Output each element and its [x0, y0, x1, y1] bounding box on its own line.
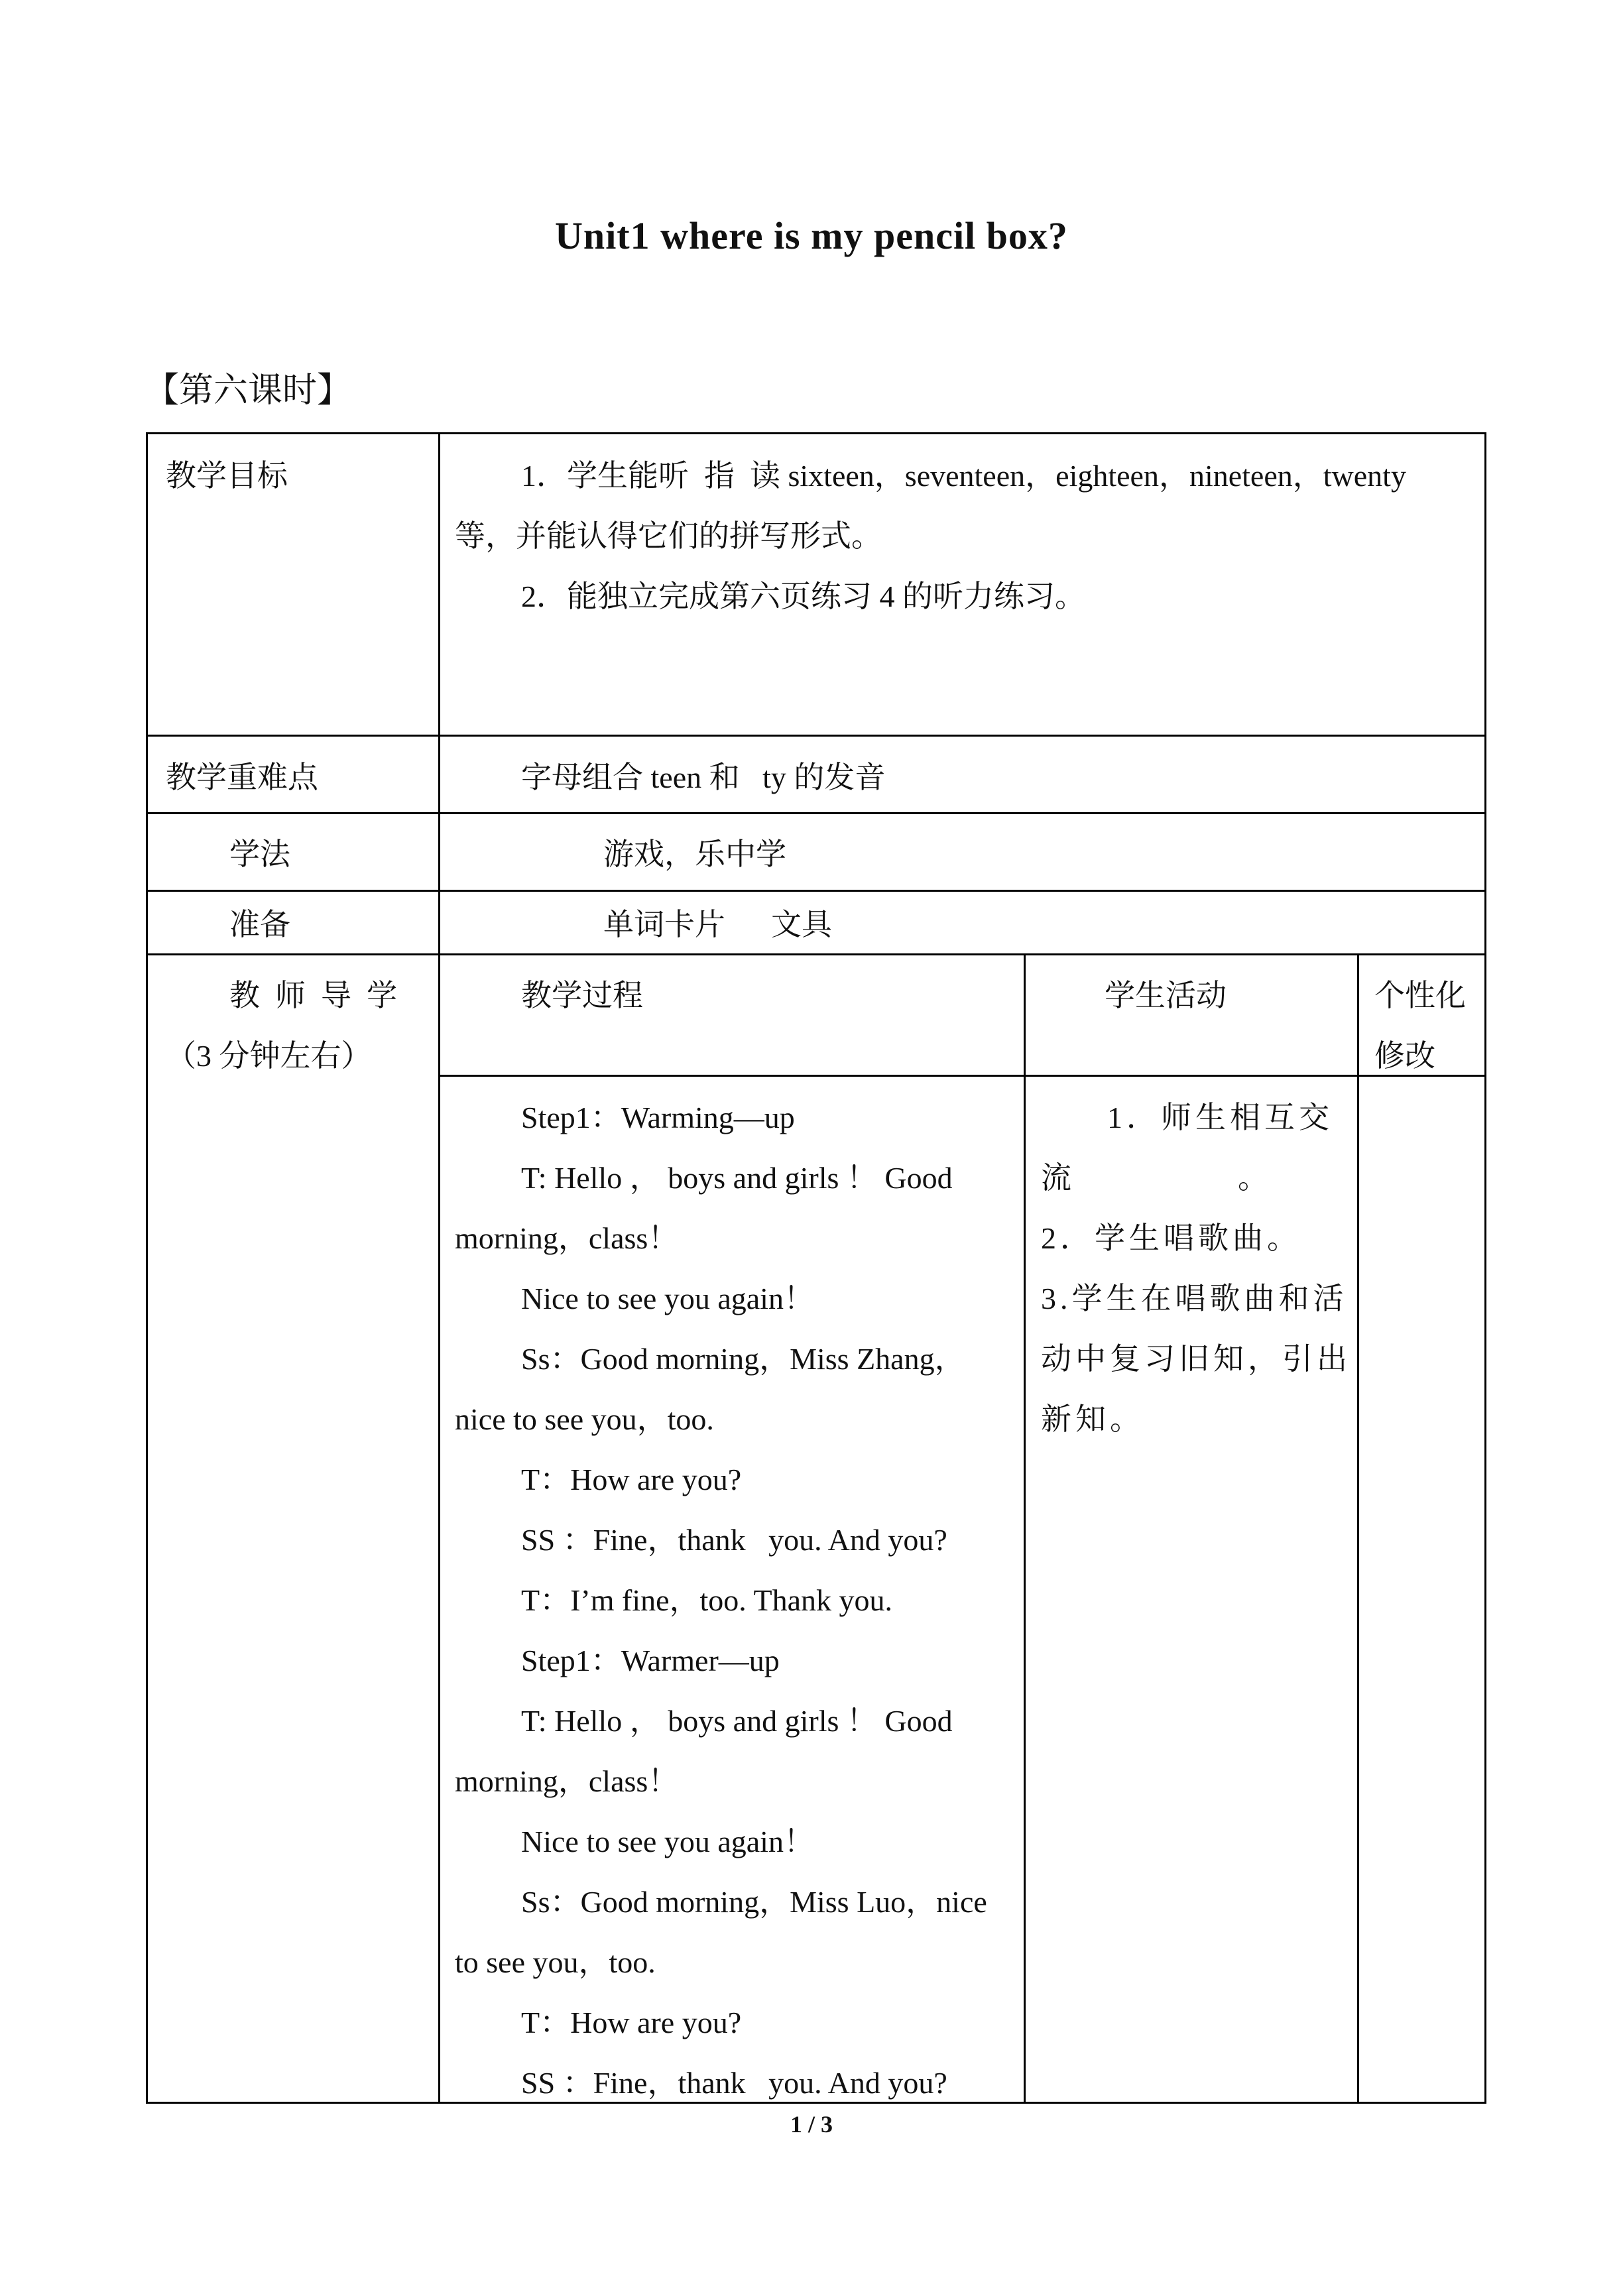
keypoints-value: 字母组合 teen 和 ty 的发音 [521, 760, 886, 794]
objectives-content [455, 446, 1476, 627]
process-line: T：I’m fine，too. Thank you. [521, 1583, 892, 1617]
process-column-header: 教学过程 [521, 979, 643, 1012]
activity-line: 流 。 [1041, 1161, 1272, 1195]
guide-label-line: （3 分钟左右） [166, 1039, 372, 1073]
table-column-divider [1024, 953, 1026, 2104]
table-row-divider [146, 812, 1486, 814]
activity-column-header: 学生活动 [1105, 979, 1227, 1012]
process-line: Nice to see you again！ [521, 1825, 814, 1858]
process-line: Ss：Good morning，Miss Luo，nice [521, 1885, 987, 1919]
table-border-left [146, 432, 148, 2104]
teaching-process [455, 1087, 1012, 2113]
process-line: morning，class！ [455, 1764, 679, 1798]
preparation-label: 准备 [229, 908, 290, 941]
objective-line: 2．能独立完成第六页练习 4 的听力练习。 [521, 579, 1085, 613]
table-border-top [146, 432, 1486, 434]
table-row-divider [146, 890, 1486, 892]
activity-line: 1．师生相互交 [1107, 1101, 1333, 1134]
lesson-plan-table [146, 432, 1486, 2104]
guide-label [166, 965, 424, 1086]
process-line: morning，class！ [455, 1221, 679, 1255]
keypoints-label: 教学重难点 [166, 760, 318, 794]
revise-header-line: 个性化 [1374, 979, 1466, 1012]
objectives-label: 教学目标 [166, 459, 288, 493]
process-line: SS ：Fine，thank you. And you? [521, 2066, 947, 2100]
student-activities [1041, 1087, 1351, 1449]
activity-line: 2．学生唱歌曲。 [1041, 1221, 1301, 1255]
activity-line: 3.学生在唱歌曲和活 [1041, 1282, 1348, 1315]
objective-line: 1．学生能听 指 读 sixteen，seventeen，eighteen，nineteen，twenty [521, 459, 1406, 493]
process-line: nice to see you，too. [455, 1402, 714, 1436]
table-column-divider [1357, 953, 1359, 2104]
process-line: Nice to see you again！ [521, 1282, 814, 1315]
method-label: 学法 [229, 837, 290, 871]
process-line: SS ：Fine，thank you. And you? [521, 1523, 947, 1557]
table-row-divider [146, 735, 1486, 737]
table-header-divider [440, 1075, 1486, 1077]
process-line: T: Hello ， boys and girls ！ Good [521, 1704, 953, 1738]
process-line: Step1：Warming—up [521, 1101, 795, 1134]
guide-label-line: 教 师 导 学 [229, 979, 397, 1012]
preparation-value: 单词卡片 文具 [603, 908, 832, 941]
revise-header-line: 修改 [1374, 1039, 1435, 1073]
process-line: T：How are you? [521, 2006, 742, 2039]
document-title: Unit1 where is my pencil box? [555, 214, 1068, 257]
revise-column-header [1374, 965, 1466, 1086]
process-line: Step1：Warmer—up [521, 1644, 780, 1677]
table-column-divider [438, 432, 440, 2104]
activity-line: 动中复习旧知，引出 [1041, 1342, 1351, 1376]
process-line: to see you，too. [455, 1945, 656, 1979]
table-border-right [1484, 432, 1486, 2104]
page-number: 1 / 3 [790, 2111, 833, 2138]
objective-line: 等，并能认得它们的拼写形式。 [455, 519, 882, 553]
process-line: T：How are you? [521, 1463, 742, 1496]
activity-line: 新知。 [1041, 1402, 1144, 1436]
method-value: 游戏，乐中学 [603, 837, 786, 871]
lesson-label: 【第六课时】 [145, 372, 352, 410]
process-line: T: Hello ， boys and girls ！ Good [521, 1161, 953, 1195]
process-line: Ss：Good morning，Miss Zhang， [521, 1342, 965, 1376]
